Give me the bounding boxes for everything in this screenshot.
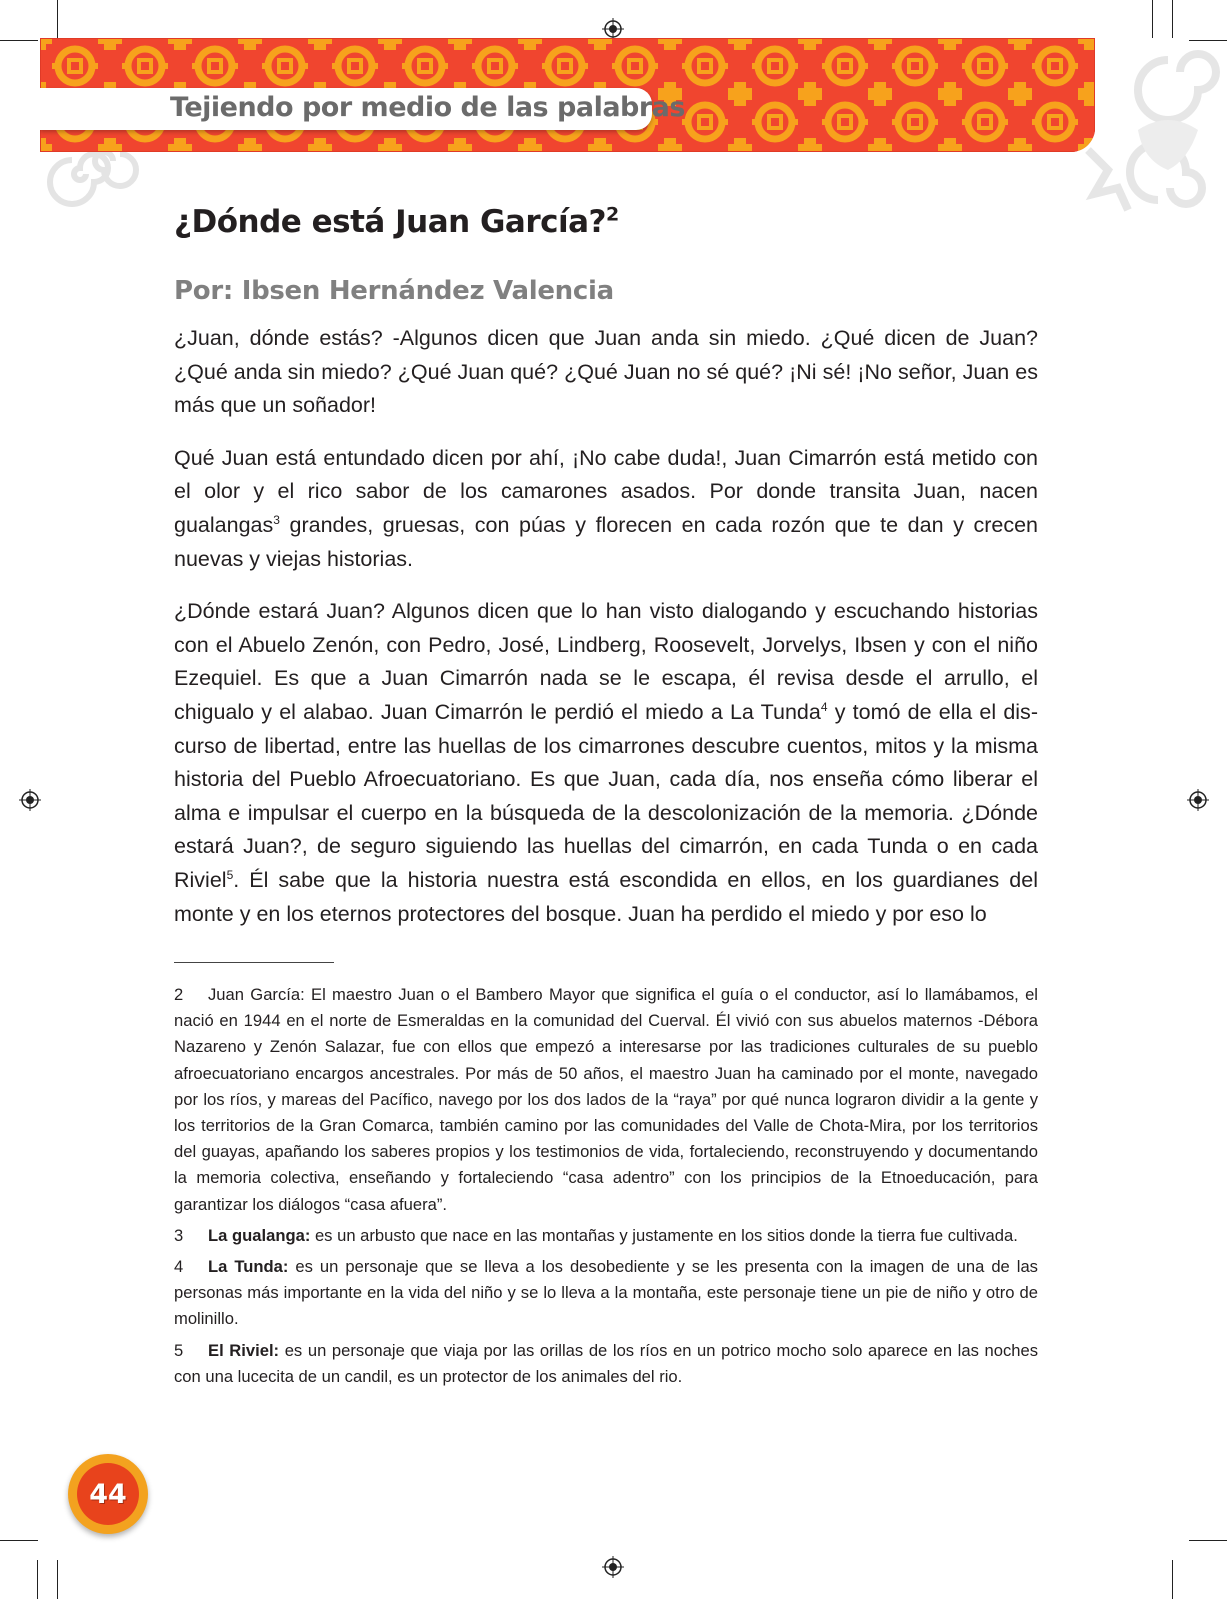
footnote-number: 5 bbox=[174, 1340, 184, 1360]
paragraph bbox=[174, 595, 1038, 931]
footnote-term: El Riviel: bbox=[208, 1340, 280, 1360]
crop-mark bbox=[57, 1560, 58, 1599]
article-title bbox=[174, 204, 619, 240]
footnote-text: es un arbusto que nace en las montañas y justamente en los sitios donde la tierra fue cultivada. bbox=[310, 1225, 1018, 1245]
paragraph-text: ¿Dónde estará Juan? Algunos dicen que lo han visto dialogando y escuchando historias con el Abuelo Zenón, con Pedro, José, Lindberg, Roosevelt, Jorvelys, Ibsen y con el niño Ezequiel. Es que a Juan Cimarrón nada se le escapa, él revisa desde el arrullo, el chigualo y el alabao. Juan Cimarrón le perdió el miedo a La Tunda bbox=[174, 599, 1038, 724]
spiral-ornament-icon bbox=[42, 150, 152, 220]
footnote-text: es un personaje que viaja por las orillas de los ríos en un potrico mocho solo aparece en las noches con una lucecita de un candil, es un protector de los animales del rio. bbox=[174, 1340, 1038, 1386]
crop-mark bbox=[1172, 0, 1173, 38]
footnote-number: 3 bbox=[174, 1225, 184, 1245]
article-author: Por: Ibsen Hernández Valencia bbox=[174, 276, 614, 306]
crop-mark bbox=[1172, 1560, 1173, 1599]
paragraph-text: y tomó de ella el discurso de libertad, entre las huellas de los cimarrones descubre cuentos, mitos y la misma historia del Pueblo Afroecuatoriano. Es que Juan, cada día, nos enseña cómo liberar el alma e impulsar el cuerpo en la búsqueda de la descolonización de la memoria. ¿Dónde estará Juan?, de seguro siguiendo las huellas del cimarrón, en cada Tunda o en cada Riviel bbox=[174, 699, 1038, 892]
page-number: 44 bbox=[89, 1478, 127, 1510]
page-number-circle bbox=[77, 1463, 139, 1525]
header-banner bbox=[40, 38, 1095, 152]
footnote-ref: 4 bbox=[820, 699, 828, 714]
crop-mark bbox=[1152, 0, 1153, 38]
article-body bbox=[174, 322, 1038, 950]
paragraph bbox=[174, 442, 1038, 576]
footnote-ref: 3 bbox=[273, 512, 280, 527]
footnote bbox=[174, 1338, 1038, 1390]
article-title-text: ¿Dónde está Juan García? bbox=[174, 204, 607, 240]
footnote bbox=[174, 1223, 1038, 1249]
footnote-text: Juan García: El maestro Juan o el Bambero Mayor que significa el guía o el conductor, así lo llamábamos, el nació en 1944 en el norte de Esmeraldas en la comunidad del Cuerval. Él vivió con sus abuelos maternos -Débora Nazareno y Zenón Salazar, fue con ellos que empezó a interesarse por las tradiciones culturales de su pueblo afroecuatoriano encargos ancestrales. Por más de 50 años, el maestro Juan ha caminado por el monte, navegado por los ríos, y mareas del Pacífico, navego por los dos lados de la “raya” por qué nunca lograron dividir a la gente y los territorios de la Gran Comarca, también camino por las comunidades del Valle de Chota-Mira, por los territorios del guayas, apañando los saberes propios y los testimonios de vida, fortaleciendo, reconstruyendo y documentando la memoria colectiva, enseñando y fortaleciendo “casa adentro” con los principios de la Etnoeducación, para garantizar los diálogos “casa afuera”. bbox=[174, 985, 1038, 1214]
footnote-term: La gualanga: bbox=[208, 1225, 311, 1245]
crop-mark bbox=[1189, 1540, 1227, 1541]
footnote-divider bbox=[174, 962, 334, 963]
registration-mark-icon bbox=[1187, 789, 1209, 811]
footnote-number: 2 bbox=[174, 985, 184, 1004]
crop-mark bbox=[0, 1540, 38, 1541]
footnote bbox=[174, 1254, 1038, 1333]
footnote-ref: 5 bbox=[226, 867, 234, 882]
registration-mark-icon bbox=[602, 1556, 624, 1578]
registration-mark-icon bbox=[602, 18, 624, 40]
section-title-tab bbox=[40, 88, 685, 130]
crop-mark bbox=[0, 40, 38, 41]
footnote-number: 4 bbox=[174, 1257, 184, 1277]
section-title: Tejiendo por medio de las palabras bbox=[170, 92, 685, 123]
paragraph-text: Qué Juan está entundado dicen por ahí, ¡No cabe duda!, Juan Cimarrón está metido con el olor y el rico sabor de los camarones asados. Por donde transita Juan, nacen gualangas bbox=[174, 445, 1038, 537]
paragraph-text: . Él sabe que la historia nuestra está escondida en ellos, en los guardianes del monte y en los eternos protectores del bosque. Juan ha perdido el miedo y por eso lo bbox=[174, 867, 1038, 926]
footnote-term: La Tunda: bbox=[208, 1257, 289, 1277]
footnote-ref: 2 bbox=[606, 203, 619, 226]
registration-mark-icon bbox=[19, 789, 41, 811]
crop-mark bbox=[37, 1560, 38, 1599]
crop-mark bbox=[57, 0, 58, 38]
paragraph: ¿Juan, dónde estás? -Algunos dicen que Juan anda sin miedo. ¿Qué dicen de Juan? ¿Qué anda sin miedo? ¿Qué Juan qué? ¿Qué Juan no sé qué? ¡Ni sé! ¡No señor, Juan es más que un soñador! bbox=[174, 326, 1038, 418]
paragraph-text: grandes, gruesas, con púas y florecen en cada rozón que te dan y crecen nuevas y viejas historias. bbox=[174, 512, 1038, 571]
footnotes bbox=[174, 982, 1038, 1395]
footnote bbox=[174, 982, 1038, 1218]
footnote-text: es un personaje que se lleva a los desobediente y se les presenta con la imagen de una de las personas más importante en la vida del niño y se lo lleva a la montaña, este personaje tiene un pie de niño y otro de molinillo. bbox=[174, 1257, 1038, 1329]
page-number-badge bbox=[68, 1454, 148, 1534]
